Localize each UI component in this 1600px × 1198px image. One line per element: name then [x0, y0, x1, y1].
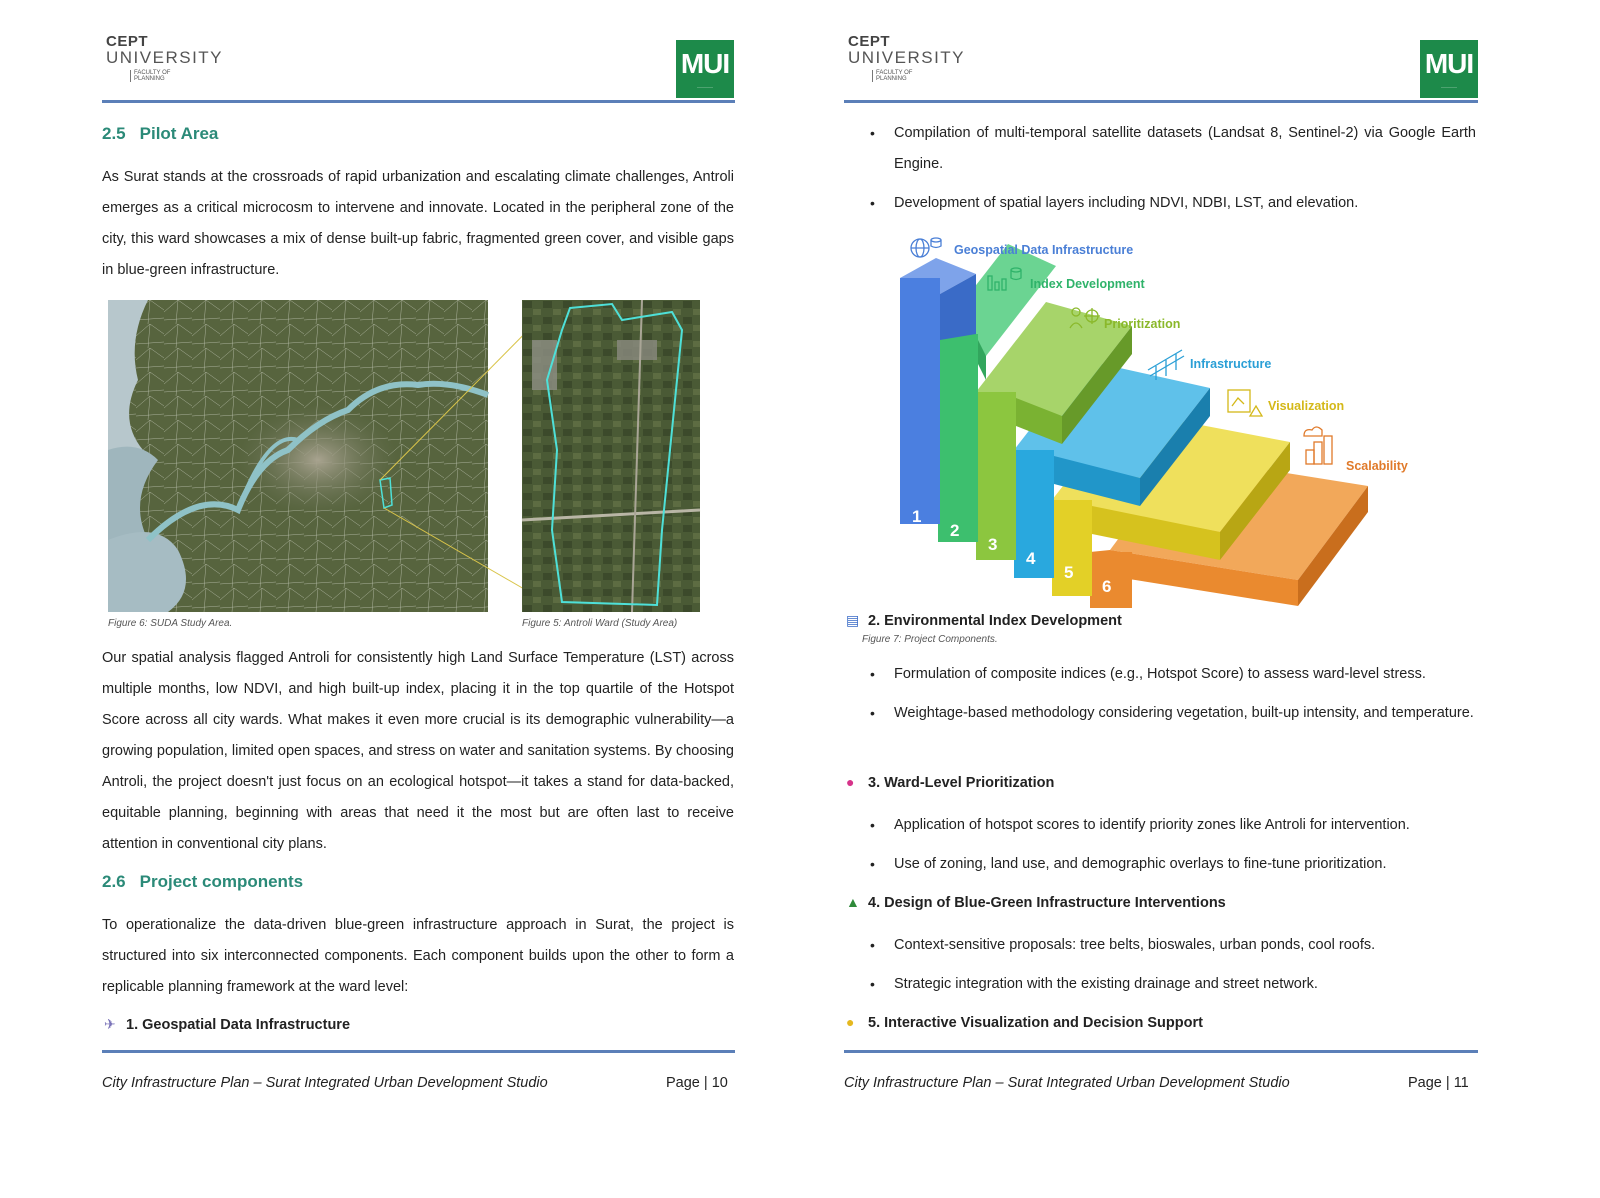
- label-scalability: Scalability: [1346, 459, 1408, 473]
- step-number-3: 3: [988, 535, 998, 554]
- footer-rule: [844, 1050, 1478, 1053]
- bullet-zoning-overlays: Use of zoning, land use, and demographic overlays to fine-tune prioritization.: [894, 856, 1387, 872]
- component-2-heading: ▤ 2. Environmental Index Development: [846, 612, 1122, 629]
- bullet-compilation: Compilation of multi-temporal satellite datasets (Landsat 8, Sentinel-2) via Google Earth Engine.: [894, 125, 1476, 172]
- section-heading-pilot-area: 2.5 Pilot Area: [102, 124, 219, 143]
- page-number: Page | 10: [666, 1075, 728, 1091]
- bullet-spatial-layers: Development of spatial layers including NDVI, NDBI, LST, and elevation.: [894, 195, 1359, 211]
- pin-icon: ●: [846, 774, 855, 790]
- mui-logo: MUI ————: [1420, 40, 1478, 98]
- header-rule: [102, 100, 735, 103]
- figure-7-caption: Figure 7: Project Components.: [862, 634, 998, 645]
- footer-rule: [102, 1050, 735, 1053]
- step-number-5: 5: [1064, 563, 1074, 582]
- figure-5-caption: Figure 5: Antroli Ward (Study Area): [522, 618, 678, 629]
- component-3-heading: ● 3. Ward-Level Prioritization: [846, 774, 1055, 791]
- header-rule: [844, 100, 1478, 103]
- component-1-heading: ✈ 1. Geospatial Data Infrastructure: [104, 1016, 351, 1033]
- lightbulb-icon: ●: [846, 1014, 855, 1030]
- cloud-city-icon: [1304, 427, 1332, 464]
- footer-title: City Infrastructure Plan – Surat Integrated Urban Development Studio: [102, 1075, 548, 1091]
- bullet-composite-indices: Formulation of composite indices (e.g., Hotspot Score) to assess ward-level stress.: [894, 666, 1426, 682]
- paragraph-components-intro: To operationalize the data-driven blue-green infrastructure approach in Surat, the project is structured into six interconnected components. Each component builds upon the other to form a replicable planning framework at the ward level:: [102, 917, 734, 995]
- step-number-2: 2: [950, 521, 960, 540]
- step-1-front: [900, 278, 940, 524]
- project-components-staircase-diagram: [890, 230, 1408, 620]
- satellite-icon: ✈: [104, 1016, 116, 1032]
- mui-logo: MUI ————: [676, 40, 734, 98]
- page-11: CEPT UNIVERSITY FACULTY OF PLANNING MUI ———— • Compilation of multi-temporal satellite datasets (Landsat 8, Sentinel-2) via Google Earth Engine. • Development of spatial layers including NDVI, NDBI, LST, and elevation. 1 2 3 4 5 6 Geospatial Data Infrastructure Index Development Prioritization Infrastructure Visualization Scalability ▤ 2. Environmental Index Development Figure 7: Project Components. • Formulation of composite indices (e.g., Hotspot Score) to assess ward-level stress. • Weightage-based methodology considering vegetation, built-up intensity, and temperature. ● 3. Ward-Level Prioritization • Application of hotspot scores to identify priority zones like Antroli for intervention. • Use of zoning, land use, and demographic overlays to fine-tune prioritization. ▲ 4. Design of Blue-Green Infrastructure Interventions • Context-sensitive proposals: tree belts, bioswales, urban ponds, cool roofs. • Strategic integration with the existing drainage and street network. ● 5. Interactive Visualization and Decision Support City Infrastructure Plan – Surat Integrated Urban Development Studio Page | 11: [844, 33, 1476, 1091]
- bullet-context-proposals: Context-sensitive proposals: tree belts, bioswales, urban ponds, cool roofs.: [894, 937, 1376, 953]
- map-chart-icon: [1228, 390, 1262, 416]
- cept-university-logo: CEPT UNIVERSITY FACULTY OF PLANNING: [848, 33, 966, 82]
- component-4-heading: ▲ 4. Design of Blue-Green Infrastructure Interventions: [846, 894, 1226, 911]
- cept-university-logo: CEPT UNIVERSITY FACULTY OF PLANNING: [106, 33, 224, 82]
- globe-database-icon: [911, 238, 941, 257]
- paragraph-spatial-analysis: Our spatial analysis flagged Antroli for consistently high Land Surface Temperature (LST) across multiple months, low NDVI, and high built-up index, placing it in the top quartile of the Hotspot Score across all city wards. What makes it even more crucial is its demographic vulnerability—a growing population, limited open spaces, and stress on water and sanitation systems. By choosing Antroli, the project doesn't just focus on an ecological hotspot—it takes a stand for data-backed, equitable planning, beginning with areas that need it the most but are often last to receive attention in conventional city plans.: [102, 650, 734, 852]
- figure-6-caption: Figure 6: SUDA Study Area.: [108, 618, 233, 629]
- tree-icon: ▲: [846, 894, 860, 910]
- antroli-ward-map: [522, 300, 700, 612]
- component-5-heading: ● 5. Interactive Visualization and Decision Support: [846, 1014, 1203, 1031]
- step-number-1: 1: [912, 507, 922, 526]
- footer-title: City Infrastructure Plan – Surat Integrated Urban Development Studio: [844, 1075, 1290, 1091]
- label-index-development: Index Development: [1030, 277, 1145, 291]
- paragraph-pilot-intro: As Surat stands at the crossroads of rapid urbanization and escalating climate challenges, Antroli emerges as a critical microcosm to intervene and innovate. Located in the peripheral zone of the city, this ward showcases a mix of dense built-up fabric, fragmented green cover, and visible gaps in blue-green infrastructure.: [102, 169, 734, 278]
- page-number: Page | 11: [1408, 1075, 1469, 1091]
- label-prioritization: Prioritization: [1104, 317, 1181, 331]
- bullet-weightage: Weightage-based methodology considering vegetation, built-up intensity, and temperature.: [894, 705, 1474, 721]
- bullet-drainage-integration: Strategic integration with the existing drainage and street network.: [894, 976, 1318, 992]
- label-geospatial: Geospatial Data Infrastructure: [954, 243, 1134, 257]
- step-number-4: 4: [1026, 549, 1036, 568]
- bar-chart-icon: ▤: [846, 612, 860, 628]
- step-number-6: 6: [1102, 577, 1112, 596]
- label-infrastructure: Infrastructure: [1190, 357, 1272, 371]
- bullet-hotspot-scores: Application of hotspot scores to identify priority zones like Antroli for intervention.: [894, 817, 1410, 833]
- label-visualization: Visualization: [1268, 399, 1345, 413]
- section-heading-project-components: 2.6 Project components: [102, 872, 304, 891]
- step-2-front: [938, 334, 978, 542]
